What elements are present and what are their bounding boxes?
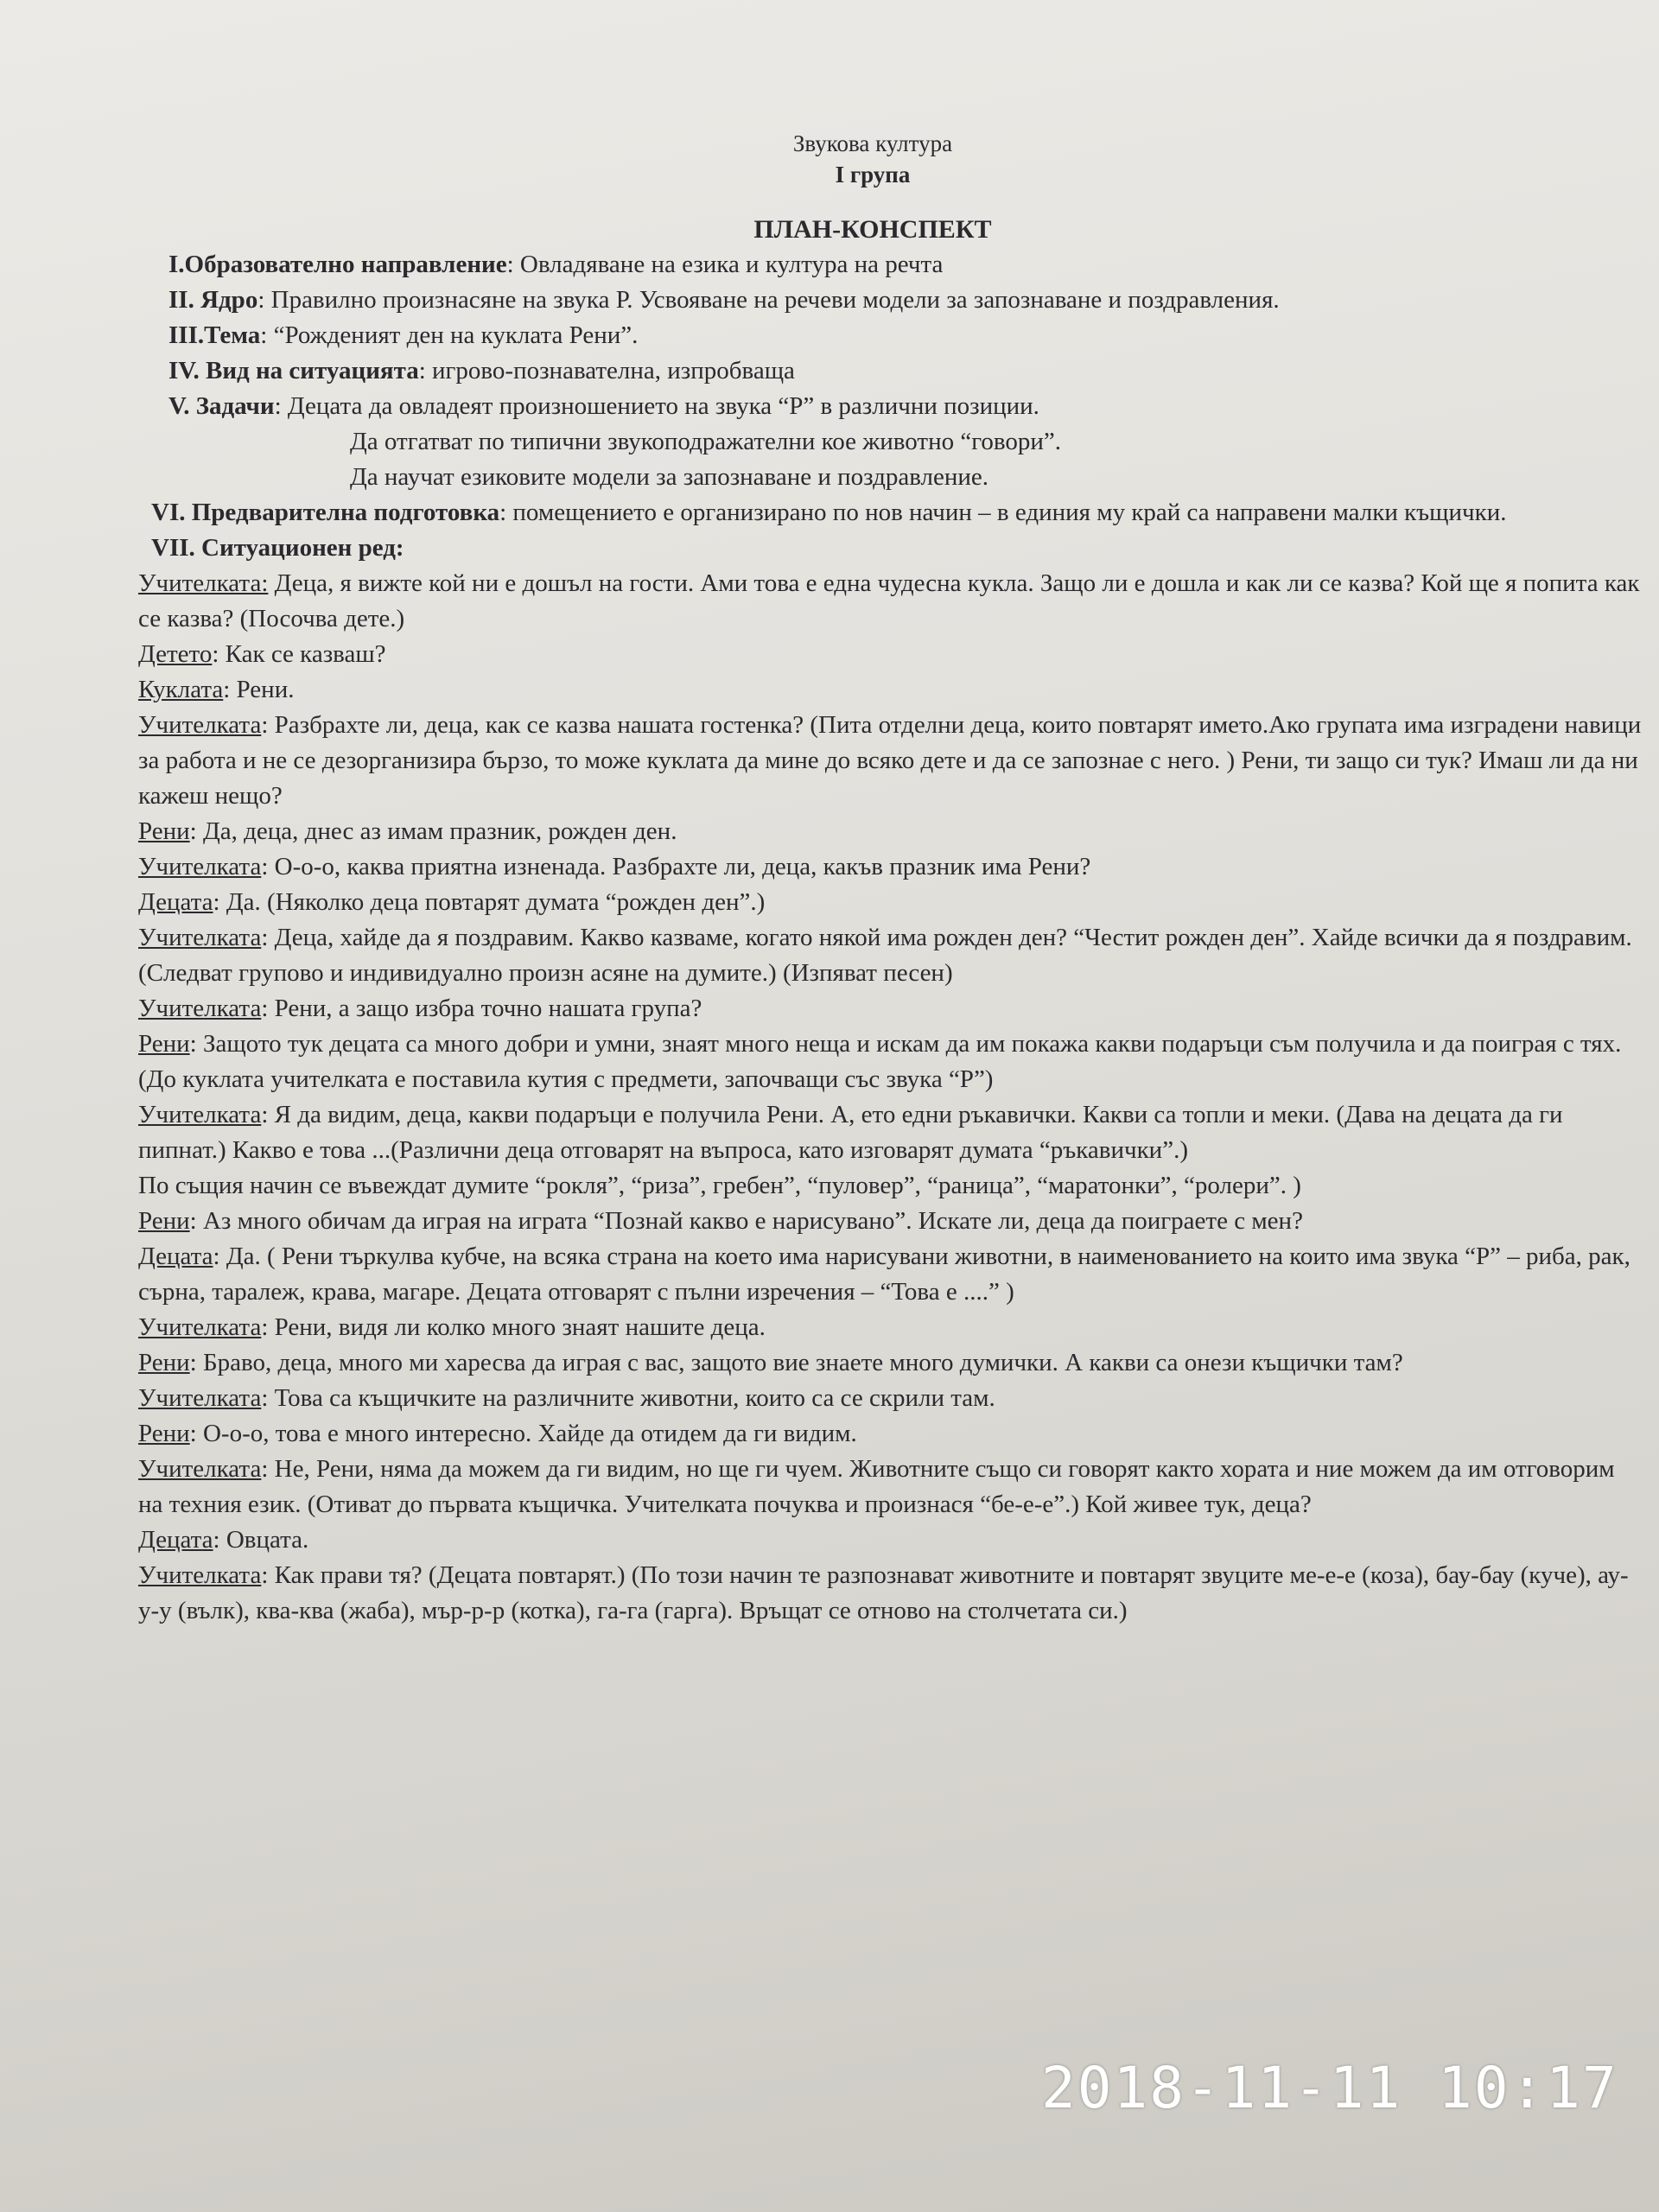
section-line	[168, 318, 1642, 353]
dialogue-text: : Да. ( Рени търкулва кубче, на всяка страна на което има нарисувани животни, в наименованието на които има звука “Р” – риба, рак, сърна, таралеж, крава, магаре. Децата отговарят с пълни изречения – “Това е ....” )	[138, 1243, 1630, 1306]
speaker-label: Учителката	[138, 924, 262, 951]
dialogue-line	[138, 1522, 1642, 1558]
dialogue-text: : Да, деца, днес аз имам празник, рожден ден.	[189, 817, 677, 845]
dialogue-block	[104, 566, 1642, 1629]
dialogue-line	[138, 920, 1642, 991]
dialogue-line	[138, 566, 1642, 637]
speaker-label: Учителката	[138, 1561, 262, 1589]
prep-block	[104, 495, 1642, 566]
dialogue-text: : Рени, а защо избра точно нашата група?	[261, 995, 702, 1022]
section-text: : игрово-познавателна, изпробваща	[418, 357, 795, 385]
dialogue-text: : О-о-о, това е много интересно. Хайде да отидем да ги видим.	[189, 1420, 857, 1447]
speaker-label: Учителката	[138, 1313, 262, 1341]
task-line: Да научат езиковите модели за запознаване и поздравление.	[350, 463, 989, 491]
section-line	[168, 389, 1642, 424]
dialogue-line	[138, 885, 1642, 920]
section-label: ІV. Вид на ситуацията	[168, 357, 419, 385]
speaker-label: Детето	[138, 640, 213, 668]
speaker-label: Учителката	[138, 853, 262, 880]
dialogue-line	[138, 1204, 1642, 1239]
dialogue-line	[138, 814, 1642, 849]
dialogue-text: : Защото тук децата са много добри и умни, знаят много неща и искам да им покажа какви подаръци съм получила и да поиграя с тях. (До куклата учителката е поставила кутия с предмети, започващи със звука “Р”)	[138, 1030, 1622, 1093]
dialogue-text: : Деца, хайде да я поздравим. Какво казваме, когато някой има рожден ден? “Честит рожден ден”. Хайде всички да я поздравим. (Следват групово и индивидуално произн асяне на думите.) (Изпяват песен)	[138, 924, 1632, 987]
section-text: : Децата да овладеят произношението на звука “Р” в различни позиции.	[274, 392, 1039, 420]
dialogue-text: : О-о-о, каква приятна изненада. Разбрахте ли, деца, какъв празник има Рени?	[261, 853, 1091, 880]
dialogue-text: : Разбрахте ли, деца, как се казва нашата гостенка? (Пита отделни деца, които повтарят името.Ако групата има изградени навици за работа и не се дезорганизира бързо, то може куклата да мине до всяко дете и да се запознае с него. ) Рени, ти защо си тук? Имаш ли да ни кажеш нещо?	[138, 711, 1642, 810]
dialogue-text: : Не, Рени, няма да можем да ги видим, но ще ги чуем. Животните също си говорят както хората и ние можем да им отговорим на техния език. (Отиват до първата къщичка. Учителката почуква и произнася “бе-е-е”.) Кой живее тук, деца?	[138, 1455, 1615, 1518]
speaker-label: Куклата	[138, 676, 224, 703]
dialogue-line	[138, 637, 1642, 672]
speaker-label: Учителката	[138, 1455, 262, 1483]
section-label: ІІІ.Тема	[168, 321, 261, 349]
section-text: : Правилно произнасяне на звука Р. Усвояване на речеви модели за запознаване и поздравления.	[257, 286, 1280, 314]
speaker-label: Учителката	[138, 711, 262, 739]
photo-timestamp: 2018-11-11 10:17	[1041, 2055, 1618, 2121]
dialogue-line	[138, 1097, 1642, 1168]
speaker-label: Рени	[138, 817, 190, 845]
speaker-label: Учителката	[138, 1384, 262, 1412]
dialogue-line	[138, 1416, 1642, 1452]
dialogue-line	[138, 991, 1642, 1027]
dialogue-text: : Как прави тя? (Децата повтарят.) (По този начин те разпознават животните и повтарят звуците ме-е-е (коза), бау-бау (куче), ау-у-у (вълк), ква-ква (жаба), мър-р-р (котка), га-га (гарга). Връщат се отново на столчетата си.)	[138, 1561, 1629, 1624]
section-line	[168, 247, 1642, 283]
dialogue-text: : Да. (Няколко деца повтарят думата “рожден ден”.)	[213, 888, 766, 916]
section-text: : Овладяване на езика и култура на речта	[506, 251, 944, 278]
speaker-label: Учителката	[138, 995, 262, 1022]
dialogue-line	[138, 1239, 1642, 1310]
order-heading: VІІ. Ситуационен ред:	[151, 534, 404, 562]
dialogue-line	[138, 849, 1642, 885]
dialogue-text: : Как се казваш?	[212, 640, 386, 668]
dialogue-text: По същия начин се въвеждат думите “рокля”, “риза”, гребен”, “пуловер”, “раница”, “маратонки”, “ролери”. )	[138, 1172, 1301, 1199]
speaker-label: Децата	[138, 888, 213, 916]
speaker-label: Учителката:	[138, 569, 269, 597]
speaker-label: Учителката	[138, 1101, 262, 1128]
prep-line	[151, 495, 1642, 531]
section-label: V. Задачи	[168, 392, 275, 420]
section-line	[168, 353, 1642, 389]
dialogue-text: : Рени, видя ли колко много знаят нашите деца.	[261, 1313, 766, 1341]
dialogue-text: : Я да видим, деца, какви подаръци е получила Рени. А, ето едни ръкавички. Какви са топли и меки. (Дава на децата да ги пипнат.) Какво е това ...(Различни деца отговарят на въпроса, като изговарят думата “ръкавички”.)	[138, 1101, 1563, 1164]
subject-title: Звукова култура	[792, 130, 953, 156]
speaker-label: Децата	[138, 1243, 213, 1270]
section-line	[168, 283, 1642, 318]
dialogue-text: : Рени.	[223, 676, 295, 703]
section-text: : “Рожденият ден на куклата Рени”.	[260, 321, 639, 349]
task-line: Да отгатват по типични звукоподражателни кое животно “говори”.	[350, 428, 1062, 455]
prep-text: : помещението е организирано по нов начин – в единия му край са направени малки къщички.	[499, 499, 1507, 526]
lesson-plan-document	[104, 128, 1642, 1629]
speaker-label: Рени	[138, 1349, 190, 1376]
dialogue-text: : Аз много обичам да играя на играта “Познай какво е нарисувано”. Искате ли, деца да поиграете с мен?	[189, 1207, 1303, 1235]
speaker-label: Рени	[138, 1030, 190, 1058]
dialogue-line	[138, 1452, 1642, 1522]
section-label: І.Образователно направление	[168, 251, 507, 278]
plan-heading: ПЛАН-КОНСПЕКТ	[753, 215, 992, 244]
dialogue-text: Деца, я вижте кой ни е дошъл на гости. Ами това е една чудесна кукла. Защо ли е дошла и как ли се казва? Кой ще я попита как се казва? (Посочва дете.)	[138, 569, 1640, 632]
dialogue-text: : Овцата.	[213, 1526, 309, 1554]
dialogue-line	[138, 1345, 1642, 1381]
speaker-label: Рени	[138, 1420, 190, 1447]
dialogue-line	[138, 1310, 1642, 1345]
dialogue-line	[138, 1027, 1642, 1097]
dialogue-line	[138, 708, 1642, 814]
dialogue-line	[138, 1168, 1642, 1204]
dialogue-line	[138, 1381, 1642, 1416]
section-label: ІІ. Ядро	[168, 286, 258, 314]
dialogue-line	[138, 1558, 1642, 1629]
dialogue-line	[138, 672, 1642, 708]
group-title: І група	[835, 162, 911, 188]
sections-block	[104, 247, 1642, 495]
speaker-label: Рени	[138, 1207, 190, 1235]
speaker-label: Децата	[138, 1526, 213, 1554]
dialogue-text: : Браво, деца, много ми харесва да играя с вас, защото вие знаете много думички. А какви са онези къщички там?	[189, 1349, 1403, 1376]
dialogue-text: : Това са къщичките на различните животни, които са се скрили там.	[261, 1384, 995, 1412]
prep-label: VІ. Предварителна подготовка	[151, 499, 500, 526]
